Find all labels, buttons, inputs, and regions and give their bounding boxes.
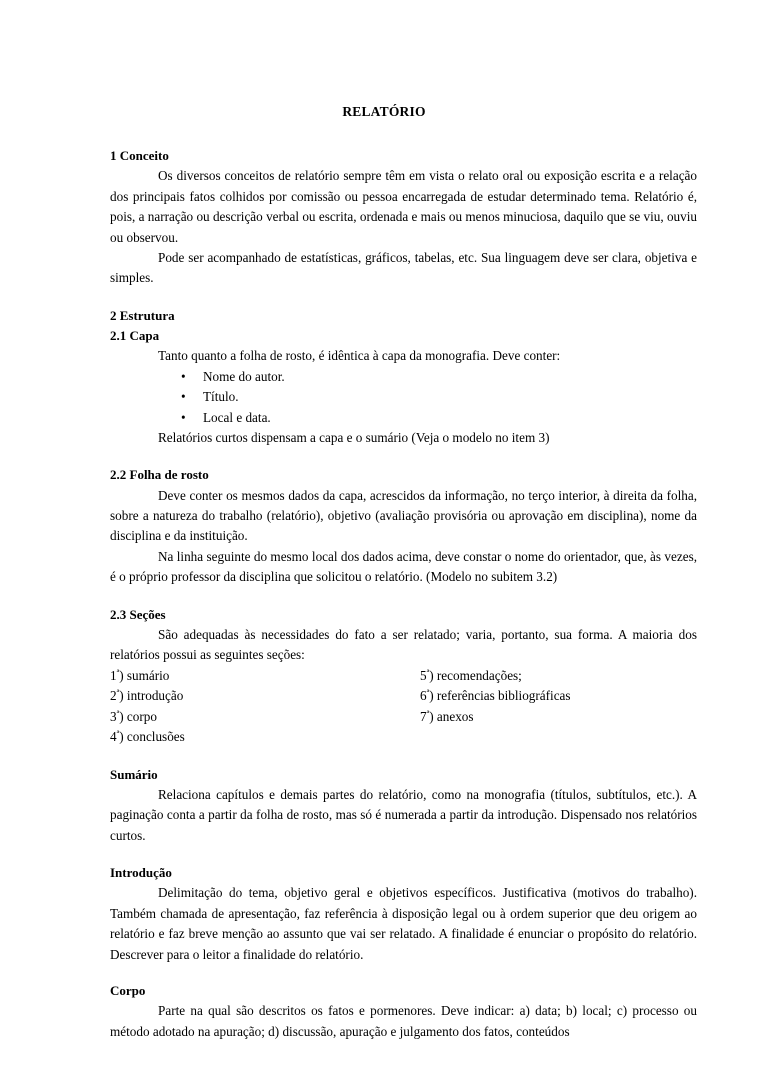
list-item-left: $4^ª$) conclusões: [110, 729, 185, 745]
paragraph-capa-1: Tanto quanto a folha de rosto, é idêntica à capa da monografia. Deve conter:: [158, 348, 561, 364]
list-item-left: $3^ª$) corpo: [110, 708, 157, 724]
ordinal-marker: ª: [116, 709, 120, 720]
list-item-right: $6^ª$) referências bibliográficas: [420, 688, 571, 704]
page-title: RELATÓRIO: [342, 104, 426, 119]
capa-bullet-list: [110, 367, 697, 428]
list-item-left: $2^ª$) introdução: [110, 688, 184, 704]
list-row: [110, 686, 697, 706]
ordinal-marker: ª: [116, 689, 120, 700]
heading-secoes: 2.3 Seções: [110, 606, 166, 622]
heading-folha-de-rosto: 2.2 Folha de rosto: [110, 467, 209, 483]
heading-corpo: Corpo: [110, 983, 146, 999]
ordinal-marker: ª: [116, 668, 120, 679]
list-row: [110, 666, 697, 686]
list-item: • Local e data.: [110, 408, 697, 428]
heading-introducao: Introdução: [110, 865, 172, 881]
ordinal-marker: ª: [426, 689, 430, 700]
ordinal-marker: ª: [116, 730, 120, 741]
paragraph-folha-rosto-2: Na linha seguinte do mesmo local dos dados acima, deve constar o nome do orientador, que, às vezes, é o próprio professor da disciplina que solicitou o relatório. (Modelo no subitem 3.2): [110, 548, 697, 585]
paragraph-folha-rosto-1: Deve conter os mesmos dados da capa, acrescidos da informação, no terço interior, à direita da folha, sobre a natureza do trabalho (relatório), objetivo (avaliação provisória ou aprovação em disciplina), nome da disciplina e da instituição.: [110, 487, 697, 544]
list-item-right: $7^ª$) anexos: [420, 708, 474, 724]
heading-capa: 2.1 Capa: [110, 328, 160, 343]
paragraph-secoes-1: São adequadas às necessidades do fato a ser relatado; varia, portanto, sua forma. A maioria dos relatórios possui as seguintes seções:: [110, 626, 697, 663]
paragraph-introducao-1: Delimitação do tema, objetivo geral e objetivos específicos. Justificativa (motivos do trabalho). Também chamada de apresentação, faz referência à disposição legal ou à ordem superior que deu origem ao relatório e faz breve menção ao assunto que vai ser relatado. A finalidade é enunciar o propósito do relatório. Descrever para o leitor a finalidade do relatório.: [110, 885, 697, 962]
heading-sumario: Sumário: [110, 766, 158, 782]
heading-conceito: 1 Conceito: [110, 148, 169, 163]
list-item: • Nome do autor.: [110, 367, 697, 387]
list-item: • Título.: [110, 387, 697, 407]
list-row: [110, 707, 697, 727]
list-item-left: $1^ª$) sumário: [110, 667, 170, 683]
ordinal-marker: ª: [426, 668, 430, 679]
paragraph-conceito-1: Os diversos conceitos de relatório sempre têm em vista o relato oral ou exposição escrita e a relação dos principais fatos colhidos por comissão ou pessoa encarregada de estudar determinado tema. Relatório é, pois, a narração ou descrição verbal ou escrita, ordenada e mais ou menos minuciosa, daquilo que se viu, ouviu ou observou.: [110, 168, 697, 245]
list-row: [110, 727, 697, 747]
heading-estrutura: 2 Estrutura: [110, 307, 175, 323]
paragraph-conceito-2: Pode ser acompanhado de estatísticas, gráficos, tabelas, etc. Sua linguagem deve ser clara, objetiva e simples.: [110, 249, 697, 286]
paragraph-sumario-1: Relaciona capítulos e demais partes do relatório, como na monografia (títulos, subtítulos, etc.). A paginação conta a partir da folha de rosto, mas só é numerada a partir da introdução. Dispensado nos relatórios curtos.: [110, 786, 697, 843]
list-item-right: $5^ª$) recomendações;: [420, 667, 522, 683]
ordinal-marker: ª: [426, 709, 430, 720]
paragraph-capa-2: Relatórios curtos dispensam a capa e o sumário (Veja o modelo no item 3): [158, 429, 550, 445]
paragraph-corpo-1: Parte na qual são descritos os fatos e pormenores. Deve indicar: a) data; b) local; c) processo ou método adotado na apuração; d) discussão, apuração e julgamento dos fatos, conteúdos: [110, 1003, 697, 1039]
secoes-ordered-list: [110, 666, 697, 748]
